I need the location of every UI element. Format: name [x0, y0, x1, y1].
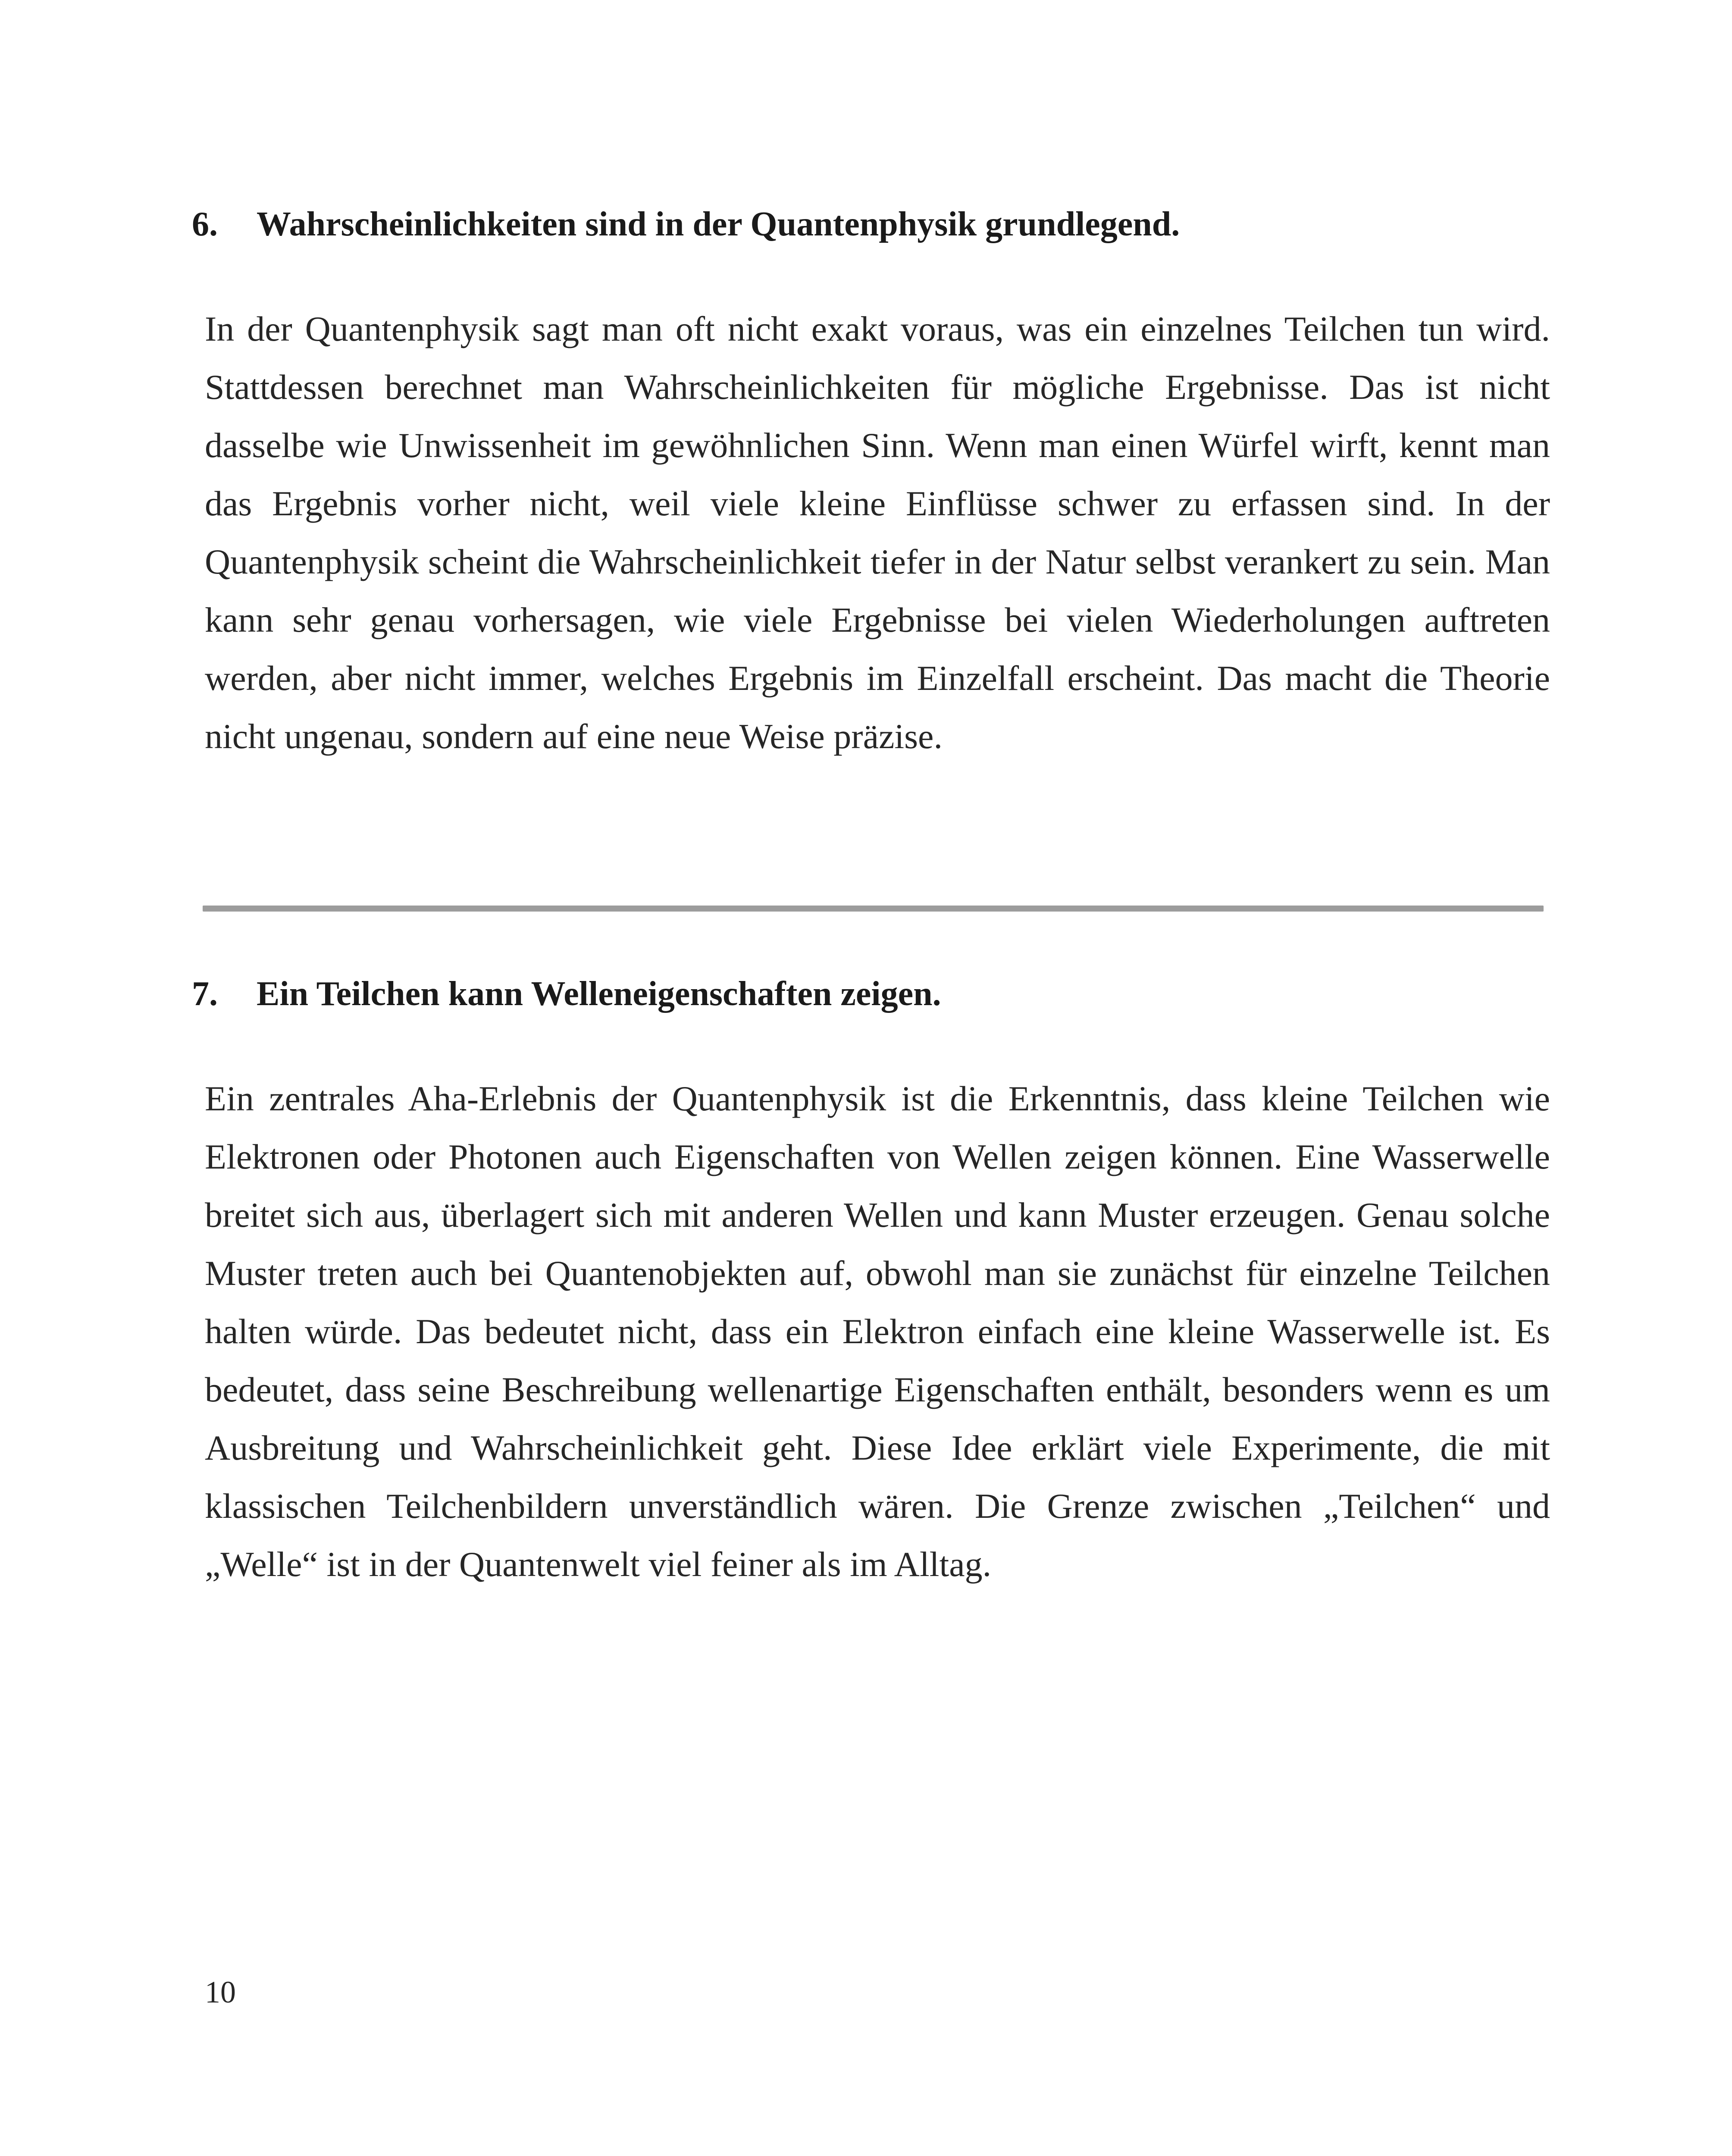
section-7 — [192, 972, 1550, 1593]
section-title: Wahrscheinlichkeiten sind in der Quantenphysik grundlegend. — [257, 205, 1180, 243]
section-body-paragraph: In der Quantenphysik sagt man oft nicht exakt voraus, was ein einzelnes Teilchen tun wird. Stattdessen berechnet man Wahrscheinlichkeiten für mögliche Ergebnisse. Das ist nicht dasselbe wie Unwissenheit im gewöhnlichen Sinn. Wenn man einen Würfel wirft, kennt man das Ergebnis vorher nicht, weil viele kleine Einflüsse schwer zu erfassen sind. In der Quantenphysik scheint die Wahrscheinlichkeit tiefer in der Natur selbst verankert zu sein. Man kann sehr genau vorhersagen, wie viele Ergebnisse bei vielen Wiederholungen auftreten werden, aber nicht immer, welches Ergebnis im Einzelfall erscheint. Das macht die Theorie nicht ungenau, sondern auf eine neue Weise präzise. — [205, 309, 1550, 756]
page-number: 10 — [205, 1975, 236, 2009]
section-heading — [192, 972, 1550, 1015]
section-divider — [203, 906, 1544, 912]
section-heading — [192, 203, 1550, 246]
section-6 — [192, 203, 1550, 765]
section-number: 6. — [192, 205, 218, 243]
section-title: Ein Teilchen kann Welleneigenschaften zeigen. — [257, 975, 941, 1013]
section-body-paragraph: Ein zentrales Aha-Erlebnis der Quantenphysik ist die Erkenntnis, dass kleine Teilchen wie Elektronen oder Photonen auch Eigenschaften von Wellen zeigen können. Eine Wasserwelle breitet sich aus, überlagert sich mit anderen Wellen und kann Muster erzeugen. Genau solche Muster treten auch bei Quantenobjekten auf, obwohl man sie zunächst für einzelne Teilchen halten würde. Das bedeutet nicht, dass ein Elektron einfach eine kleine Wasserwelle ist. Es bedeutet, dass seine Beschreibung wellenartige Eigenschaften enthält, besonders wenn es um Ausbreitung und Wahrscheinlichkeit geht. Diese Idee erklärt viele Experimente, die mit klassischen Teilchenbildern unverständlich wären. Die Grenze zwischen „Teilchen“ und „Welle“ ist in der Quantenwelt viel feiner als im Alltag. — [205, 1079, 1550, 1584]
section-number: 7. — [192, 975, 218, 1013]
